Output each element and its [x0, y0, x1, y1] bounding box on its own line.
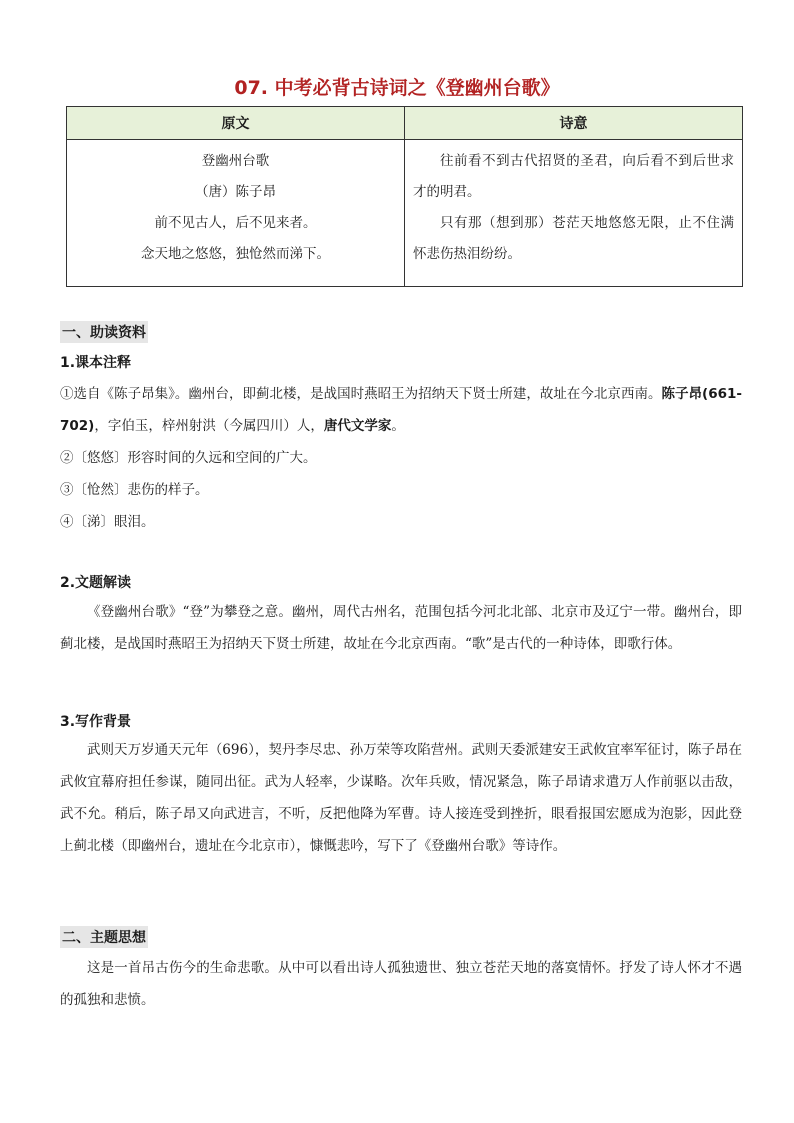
note-3: ③〔怆然〕悲伤的样子。 [60, 482, 209, 498]
subheading-notes: 1.课本注释 [60, 355, 132, 371]
note-4: ④〔涕〕眼泪。 [60, 514, 155, 530]
poem-line-1: 前不见古人，后不见来者。 [154, 215, 317, 231]
poem-author: （唐）陈子昂 [195, 184, 276, 200]
poem-line-2: 念天地之悠悠，独怆然而涕下。 [141, 246, 330, 262]
original-cell [67, 140, 405, 287]
background-text: 武则天万岁通天元年（696），契丹李尽忠、孙万荣等攻陷营州。武则天委派建安王武攸宜率军征讨，陈子昂在武攸宜幕府担任参谋，随同出征。武为人轻率，少谋略。次年兵败，情况紧急，陈子昂请求遣万人作前驱以击敌，武不允。稍后，陈子昂又向武进言，不听，反把他降为军曹。诗人接连受到挫折，眼看报国宏愿成为泡影，因此登上蓟北楼（即幽州台，遗址在今北京市），慷慨悲吟，写下了《登幽州台歌》等诗作。 [60, 742, 742, 854]
section-heading-theme: 二、主题思想 [60, 926, 148, 948]
poem-table [66, 106, 743, 287]
original-header: 原文 [67, 107, 405, 140]
meaning-cell [405, 140, 743, 287]
meaning-para-2: 只有那（想到那）苍茫天地悠悠无限，止不住满怀悲伤热泪纷纷。 [413, 215, 734, 262]
subheading-title-explanation: 2.文题解读 [60, 575, 132, 591]
note-2: ②〔悠悠〕形容时间的久远和空间的广大。 [60, 450, 317, 466]
note-1: ①选自《陈子昂集》。幽州台，即蓟北楼，是战国时燕昭王为招纳天下贤士所建，故址在今北京西南。陈子昂(661-702)，字伯玉，梓州射洪（今属四川）人，唐代文学家。 [60, 386, 743, 434]
page-title: 07. 中考必背古诗词之《登幽州台歌》 [234, 77, 560, 99]
meaning-para-1: 往前看不到古代招贤的圣君，向后看不到后世求才的明君。 [413, 153, 734, 200]
meaning-header: 诗意 [405, 107, 743, 140]
theme-text: 这是一首吊古伤今的生命悲歌。从中可以看出诗人孤独遗世、独立苍茫天地的落寞情怀。抒发了诗人怀才不遇的孤独和悲愤。 [60, 960, 742, 1008]
title-explanation-text: 《登幽州台歌》“登”为攀登之意。幽州，周代古州名，范围包括今河北北部、北京市及辽宁一带。幽州台，即蓟北楼，是战国时燕昭王为招纳天下贤士所建，故址在今北京西南。“歌”是古代的一种诗体，即歌行体。 [60, 604, 742, 652]
subheading-background: 3.写作背景 [60, 714, 132, 730]
section-heading-reading: 一、助读资料 [60, 321, 148, 343]
poem-title: 登幽州台歌 [201, 153, 270, 169]
